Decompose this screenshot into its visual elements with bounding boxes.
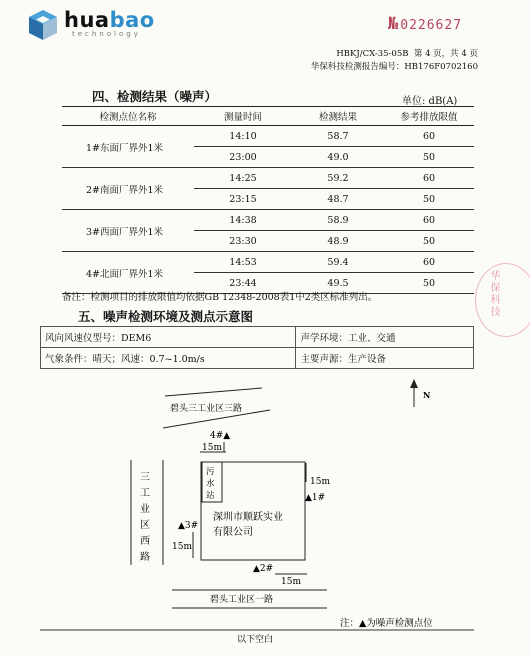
unit-label: 单位: dB(A) — [402, 96, 458, 107]
limit-cell: 60 — [384, 252, 474, 273]
limit-cell: 60 — [384, 126, 474, 147]
blank-below-label: 以下空白 — [237, 635, 274, 645]
location-cell: 3#西面厂界外1米 — [62, 210, 194, 252]
dimension-label: 15m — [202, 443, 222, 453]
result-cell: 58.7 — [292, 126, 384, 147]
sewage-char: 站 — [206, 491, 215, 501]
road-west-char: 三 — [140, 472, 150, 483]
result-cell: 49.5 — [292, 273, 384, 294]
column-header: 检测结果 — [292, 107, 384, 126]
time-cell: 23:15 — [194, 189, 292, 210]
table-header-row — [62, 107, 474, 126]
section-5-title: 五、噪声检测环境及测点示意图 — [78, 309, 254, 324]
noise-results-table — [62, 106, 474, 294]
weather-cell: 气象条件：晴天；风速：0.7~1.0m/s — [41, 348, 296, 369]
road-west-char: 业 — [140, 504, 150, 515]
column-header: 测量时间 — [194, 107, 292, 126]
logo-cube-icon — [26, 8, 60, 42]
result-cell: 49.0 — [292, 147, 384, 168]
point-2-label: ▲2# — [253, 564, 274, 574]
doc-code: HBKJ/CX-35-05B — [336, 49, 409, 59]
limit-cell: 50 — [384, 189, 474, 210]
environment-table — [40, 326, 474, 369]
point-3-label: ▲3# — [178, 521, 199, 531]
road-west-char: 区 — [140, 520, 150, 531]
time-cell: 14:25 — [194, 168, 292, 189]
legend-note: 注：▲为噪声检测点位 — [340, 618, 433, 629]
result-cell: 48.9 — [292, 231, 384, 252]
time-cell: 23:00 — [194, 147, 292, 168]
sewage-char: 污 — [206, 467, 215, 477]
logo-subtext: technology — [72, 30, 141, 38]
table-row — [41, 327, 474, 348]
limit-cell: 60 — [384, 210, 474, 231]
limit-cell: 60 — [384, 168, 474, 189]
north-arrow-icon — [410, 379, 418, 407]
time-cell: 23:30 — [194, 231, 292, 252]
building-outline — [201, 462, 305, 560]
page-info: 第 4 页，共 4 页 — [413, 49, 478, 59]
serial-number: № 0226627 — [388, 14, 463, 34]
time-cell: 14:53 — [194, 252, 292, 273]
limit-cell: 50 — [384, 273, 474, 294]
result-cell: 58.9 — [292, 210, 384, 231]
table-row — [62, 252, 474, 273]
section-4-title: 四、检测结果（噪声） — [92, 89, 218, 104]
noise-source-cell: 主要声源：生产设备 — [296, 348, 474, 369]
column-header: 参考排放限值 — [384, 107, 474, 126]
column-header: 检测点位名称 — [62, 107, 194, 126]
road-west-label — [140, 471, 150, 563]
point-4-label: 4#▲ — [210, 431, 231, 441]
location-cell: 1#东面厂界外1米 — [62, 126, 194, 168]
instrument-cell: 风向风速仪型号：DEM6 — [41, 327, 296, 348]
point-1-label: ▲1# — [305, 493, 326, 503]
limit-cell: 50 — [384, 147, 474, 168]
limit-cell: 50 — [384, 231, 474, 252]
site-diagram — [0, 364, 530, 656]
location-cell: 4#北面厂界外1米 — [62, 252, 194, 294]
dimension-label: 15m — [310, 477, 330, 487]
north-label: N — [423, 390, 431, 400]
acoustic-env-cell: 声学环境：工业、交通 — [296, 327, 474, 348]
stamp-seal-text: 华保科技 — [488, 270, 499, 318]
result-cell: 48.7 — [292, 189, 384, 210]
road-west-char: 西 — [140, 536, 150, 547]
logo-text: huabao — [64, 8, 155, 32]
result-cell: 59.4 — [292, 252, 384, 273]
building-name-line1: 深圳市顺跃实业 — [213, 512, 283, 523]
road-north-label: 碧头三工业区三路 — [170, 404, 243, 414]
table-note: 备注：检测项目的排放限值均依据GB 12348-2008表1中2类区标准列出。 — [62, 292, 378, 303]
building-name-line2: 有限公司 — [213, 527, 253, 538]
sewage-char: 水 — [206, 479, 215, 489]
time-cell: 23:44 — [194, 273, 292, 294]
time-cell: 14:38 — [194, 210, 292, 231]
table-row — [62, 126, 474, 147]
result-cell: 59.2 — [292, 168, 384, 189]
road-west-char: 工 — [140, 488, 150, 499]
time-cell: 14:10 — [194, 126, 292, 147]
table-row — [62, 168, 474, 189]
dimension-label: 15m — [281, 577, 301, 587]
location-cell: 2#南面厂界外1米 — [62, 168, 194, 210]
road-south-label: 碧头工业区一路 — [210, 595, 274, 605]
road-west-char: 路 — [140, 552, 150, 563]
table-row — [62, 210, 474, 231]
stamp-seal — [475, 263, 530, 337]
report-number: 华保科技检测报告编号：HB176F0702160 — [310, 62, 478, 72]
dimension-label: 15m — [172, 542, 192, 552]
document-reference — [311, 48, 478, 74]
